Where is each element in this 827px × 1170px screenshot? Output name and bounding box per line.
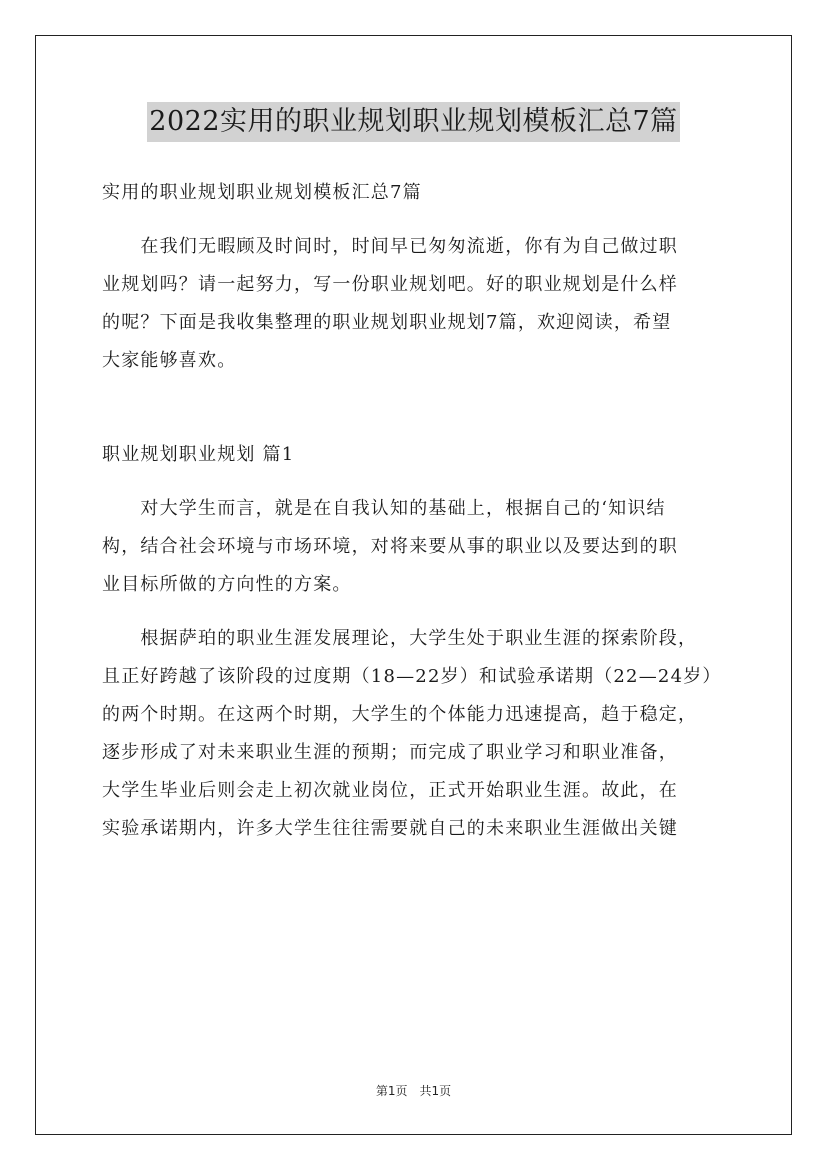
paragraph-line: 的两个时期。在这两个时期，大学生的个体能力迅速提高，趋于稳定，	[102, 704, 698, 725]
intro-line: 业规划吗？请一起努力，写一份职业规划吧。好的职业规划是什么样	[102, 274, 678, 295]
intro-line: 的呢？下面是我收集整理的职业规划职业规划7篇，欢迎阅读，希望	[102, 312, 672, 333]
paragraph-line: 大学生毕业后则会走上初次就业岗位，正式开始职业生涯。故此，在	[102, 780, 678, 801]
intro-paragraph	[102, 228, 736, 380]
intro-line: 大家能够喜欢。	[102, 350, 237, 371]
page-number-footer: 第1页 共1页	[375, 1084, 452, 1098]
paragraph-line: 业目标所做的方向性的方案。	[102, 574, 352, 595]
paragraph-line: 且正好跨越了该阶段的过度期（18—22岁）和试验承诺期（22—24岁）	[102, 666, 722, 687]
paragraph-line: 构，结合社会环境与市场环境，对将来要从事的职业以及要达到的职	[102, 536, 678, 557]
document-title	[0, 100, 827, 142]
document-title-text: 2022实用的职业规划职业规划模板汇总7篇	[147, 102, 679, 142]
paragraph-1	[102, 490, 736, 604]
intro-line: 在我们无暇顾及时间时，时间早已匆匆流逝，你有为自己做过职	[102, 236, 678, 257]
document-subtitle: 实用的职业规划职业规划模板汇总7篇	[102, 182, 422, 203]
paragraph-line: 根据萨珀的职业生涯发展理论，大学生处于职业生涯的探索阶段，	[102, 628, 698, 649]
paragraph-line: 对大学生而言，就是在自我认知的基础上，根据自己的‘知识结	[102, 498, 666, 519]
paragraph-line: 实验承诺期内，许多大学生往往需要就自己的未来职业生涯做出关键	[102, 818, 678, 839]
paragraph-line: 逐步形成了对未来职业生涯的预期；而完成了职业学习和职业准备，	[102, 742, 678, 763]
paragraph-2	[102, 620, 736, 848]
section-heading: 职业规划职业规划 篇1	[102, 444, 295, 465]
document-body	[102, 174, 736, 848]
